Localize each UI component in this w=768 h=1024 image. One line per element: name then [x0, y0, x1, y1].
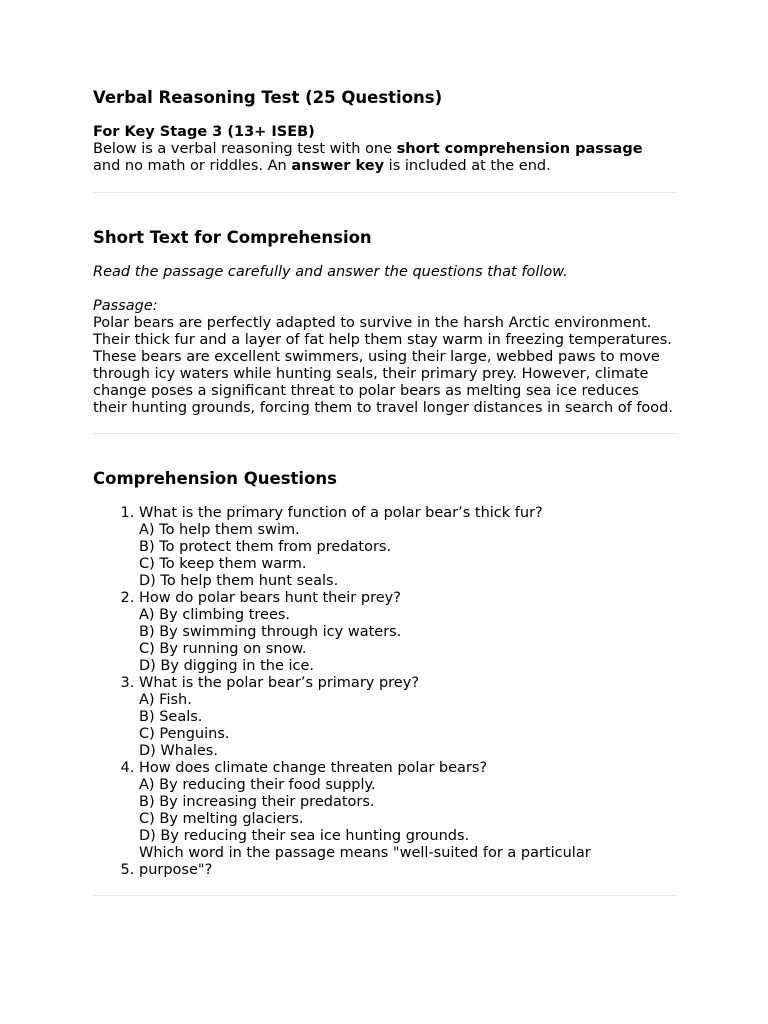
intro-bold-1: short comprehension passage [396, 141, 643, 157]
answer-option: C) To keep them warm. [139, 556, 307, 572]
question-item [139, 675, 678, 760]
test-subtitle: For Key Stage 3 (13+ ISEB) [93, 124, 315, 140]
answer-option: B) Seals. [139, 709, 203, 725]
question-text: What is the polar bear’s primary prey? [139, 675, 420, 691]
answer-option: D) By digging in the ice. [139, 658, 315, 674]
answer-option: D) To help them hunt seals. [139, 573, 339, 589]
question-item [139, 590, 678, 675]
question-text: What is the primary function of a polar bear’s thick fur? [139, 505, 543, 521]
answer-option: B) By increasing their predators. [139, 794, 375, 810]
answer-option: A) Fish. [139, 692, 192, 708]
question-text: Which word in the passage means "well-suited for a particular purpose"? [139, 845, 591, 878]
intro-text-1: Below is a verbal reasoning test with one [93, 141, 397, 157]
answer-option: A) By reducing their food supply. [139, 777, 376, 793]
passage-text: Polar bears are perfectly adapted to survive in the harsh Arctic environment. Their thick fur and a layer of fat help them stay warm in freezing temperatures. These bears are excellent swimmers, using their large, webbed paws to move through icy waters while hunting seals, their primary prey. However, climate change poses a significant threat to polar bears as melting sea ice reduces their hunting grounds, forcing them to travel longer distances in search of food. [93, 315, 673, 416]
answer-option: C) Penguins. [139, 726, 230, 742]
intro-paragraph [93, 141, 673, 175]
section-divider [93, 192, 676, 193]
question-item [139, 760, 678, 845]
answer-option: A) To help them swim. [139, 522, 300, 538]
intro-text-2: and no math or riddles. An [93, 158, 292, 174]
answer-option: B) To protect them from predators. [139, 539, 392, 555]
answer-option: A) By climbing trees. [139, 607, 291, 623]
document-content [93, 88, 678, 896]
page-title: Verbal Reasoning Test (25 Questions) [93, 88, 443, 107]
answer-option: C) By melting glaciers. [139, 811, 304, 827]
question-list [93, 505, 678, 879]
section-divider [93, 895, 676, 896]
answer-option: C) By running on snow. [139, 641, 307, 657]
question-text: How do polar bears hunt their prey? [139, 590, 401, 606]
answer-option: D) By reducing their sea ice hunting grounds. [139, 828, 470, 844]
intro-bold-2: answer key [291, 158, 385, 174]
question-text: How does climate change threaten polar bears? [139, 760, 488, 776]
answer-option: D) Whales. [139, 743, 218, 759]
answer-option: B) By swimming through icy waters. [139, 624, 402, 640]
instruction-text: Read the passage carefully and answer the questions that follow. [93, 264, 568, 280]
passage-label: Passage: [93, 298, 158, 314]
comprehension-title: Short Text for Comprehension [93, 228, 372, 247]
question-item [139, 505, 678, 590]
intro-text-3: is included at the end. [384, 158, 551, 174]
section-divider [93, 433, 676, 434]
question-item [139, 845, 678, 879]
questions-title: Comprehension Questions [93, 469, 337, 488]
